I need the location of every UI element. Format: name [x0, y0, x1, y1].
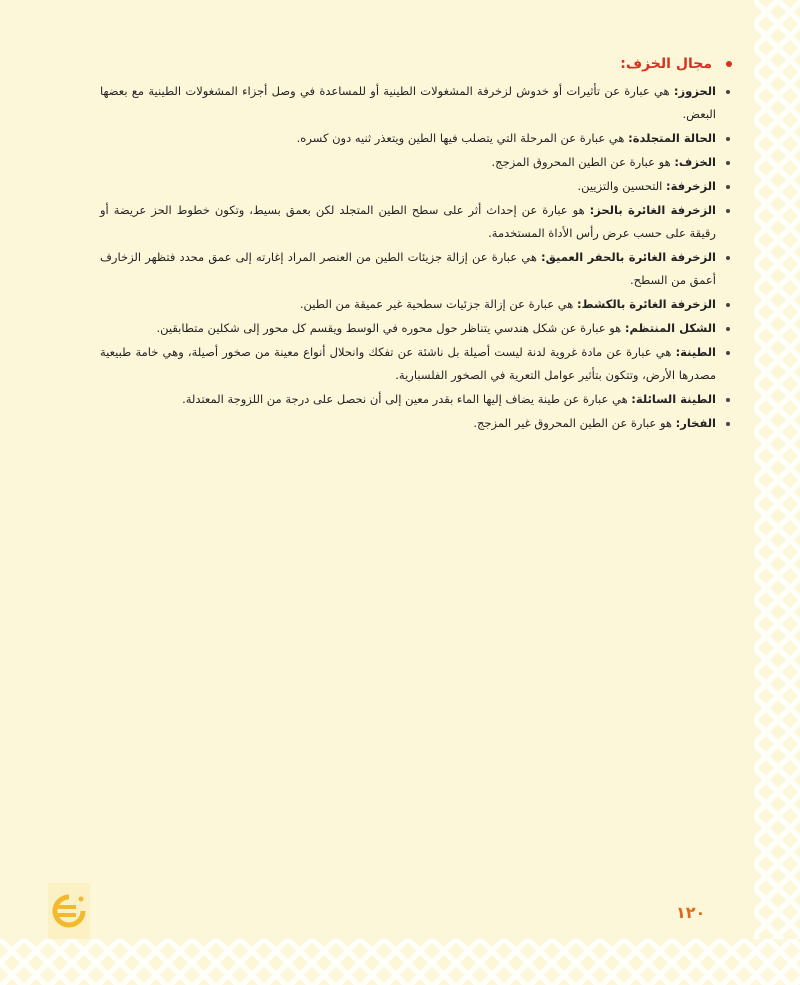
definition-term: الزخرفة الغائرة بالكشط:	[577, 297, 716, 311]
definition-item	[100, 175, 732, 198]
definition-term: الزخرفة:	[666, 179, 716, 193]
definition-item	[100, 388, 732, 411]
section-title: مجال الخزف:	[620, 56, 712, 72]
definition-term: الزخرفة الغائرة بالحفر العميق:	[541, 250, 716, 264]
definition-term: الحزوز:	[673, 84, 716, 98]
definition-text: هي عبارة عن إزالة جزئيات سطحية غير عميقة من الطين.	[299, 297, 578, 311]
definition-text: هي عبارة عن طينة يضاف إليها الماء بقدر معين إلى أن نحصل على درجة من اللزوجة المعتدلة.	[182, 392, 632, 406]
definition-item	[100, 317, 732, 340]
definition-item	[100, 80, 732, 126]
definition-item	[100, 341, 732, 387]
definition-term: الشكل المنتظم:	[624, 321, 716, 335]
definition-text: هو عبارة عن شكل هندسي يتناظر حول محوره في الوسط ويقسم كل محور إلى شكلين متطابقين.	[156, 321, 625, 335]
definition-term: الزخرفة الغائرة بالحز:	[589, 203, 716, 217]
definition-item	[100, 293, 732, 316]
definition-term: الطينة السائلة:	[631, 392, 716, 406]
definitions-list	[100, 80, 732, 435]
publisher-logo-icon	[48, 883, 90, 939]
bullet-icon	[726, 61, 732, 67]
definition-text: هو عبارة عن إحداث أثر على سطح الطين المتجلد لكن بعمق بسيط، وتكون خطوط الحز عريضة أو رقيقة على حسب عرض رأس الأداة المستخدمة.	[100, 203, 716, 240]
definition-item	[100, 412, 732, 435]
decorative-border-right	[754, 0, 800, 985]
definition-text: هي عبارة عن مادة غروية لدنة ليست أصيلة بل ناشئة عن تفكك وانحلال أنواع معينة من صخور أصيلة، وهي خامة طبيعية مصدرها الأرض، وتتكون بتأثير عوامل التعرية في الصخور الفلسبارية.	[100, 345, 716, 382]
definition-text: التحسين والتزيين.	[577, 179, 667, 193]
definition-text: هو عبارة عن الطين المحروق غير المزجج.	[473, 416, 676, 430]
definition-item	[100, 246, 732, 292]
section-heading	[100, 56, 732, 72]
definition-term: الحالة المتجلدة:	[628, 131, 716, 145]
decorative-border-bottom	[0, 939, 800, 985]
definition-item	[100, 151, 732, 174]
definition-item	[100, 199, 732, 245]
definition-item	[100, 127, 732, 150]
definition-text: هو عبارة عن الطين المحروق المزجج.	[491, 155, 675, 169]
definition-text: هي عبارة عن المرحلة التي يتصلب فيها الطين ويتعذر ثنيه دون كسره.	[296, 131, 629, 145]
definition-term: الخزف:	[674, 155, 716, 169]
definition-text: هي عبارة عن تأثيرات أو خدوش لزخرفة المشغولات الطينية أو للمساعدة في وصل أجزاء المشغولات الطينية مع بعضها البعض.	[100, 84, 716, 121]
page-content	[100, 56, 732, 436]
definition-term: الطينة:	[675, 345, 716, 359]
definition-text: هي عبارة عن إزالة جزيئات الطين من العنصر المراد إغارته إلى عمق محدد فتظهر الزخارف أعمق من السطح.	[100, 250, 716, 287]
page-number: ١٢٠	[676, 903, 706, 922]
definition-term: الفخار:	[675, 416, 716, 430]
